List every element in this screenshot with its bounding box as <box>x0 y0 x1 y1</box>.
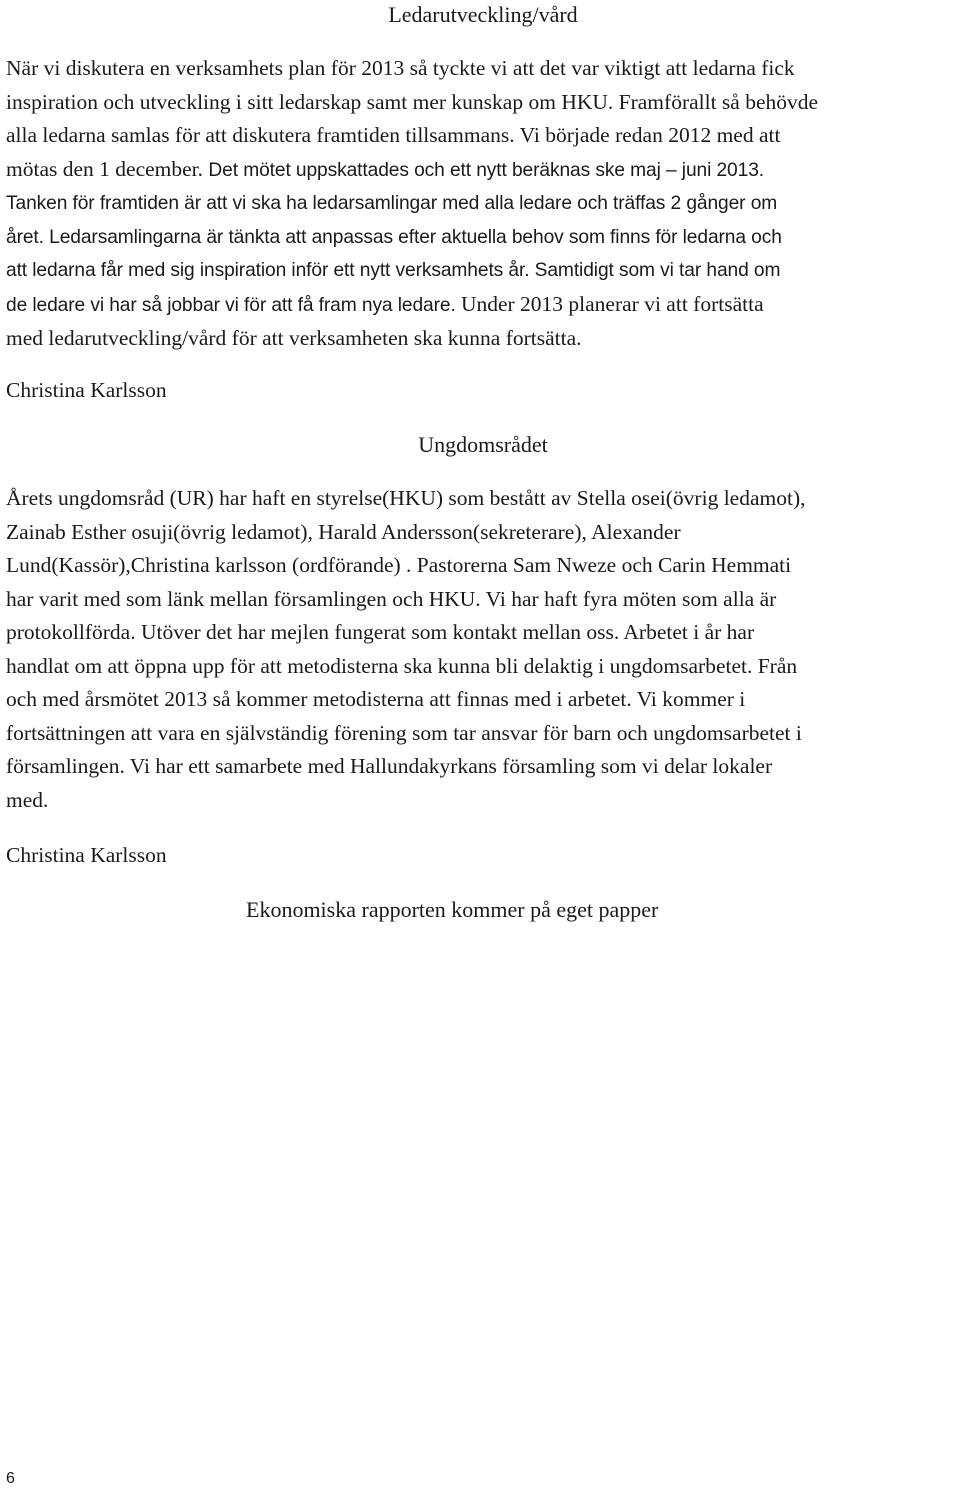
paragraph-ledarutveckling <box>6 52 956 356</box>
paragraph-line: med ledarutveckling/vård för att verksamheten ska kunna fortsätta. <box>6 326 582 350</box>
paragraph-line: Tanken för framtiden är att vi ska ha ledarsamlingar med alla ledare och träffas 2 gånger om <box>6 193 778 214</box>
paragraph-line-sans-part: de ledare vi har så jobbar vi för att få fram nya ledare. <box>6 294 461 316</box>
paragraph-ungdomsradet <box>6 482 956 817</box>
paragraph-line: Årets ungdomsråd (UR) har haft en styrelse(HKU) som bestått av Stella osei(övrig ledamot), <box>6 486 806 510</box>
paragraph-line: alla ledarna samlas för att diskutera framtiden tillsammans. Vi började redan 2012 med att <box>6 123 781 147</box>
paragraph-line: Lund(Kassör),Christina karlsson (ordförande) . Pastorerna Sam Nweze och Carin Hemmati <box>6 553 792 577</box>
paragraph-line-serif-part: mötas den 1 december. <box>6 156 209 181</box>
page-number: 6 <box>6 1470 15 1487</box>
paragraph-line: protokollförda. Utöver det har mejlen fungerat som kontakt mellan oss. Arbetet i år har <box>6 620 755 644</box>
paragraph-line-mixed <box>6 153 956 188</box>
paragraph-line-serif-part: Under 2013 planerar vi att fortsätta <box>460 291 764 316</box>
section-heading-ledarutveckling: Ledarutveckling/vård <box>388 2 578 27</box>
paragraph-line: När vi diskutera en verksamhets plan för 2013 så tyckte vi att det var viktigt att ledarna fick <box>6 56 795 80</box>
paragraph-line: med. <box>6 787 49 812</box>
signature-section2: Christina Karlsson <box>6 843 167 867</box>
paragraph-line: och med årsmötet 2013 så kommer metodisterna att finnas med i arbetet. Vi kommer i <box>6 687 746 711</box>
paragraph-line: har varit med som länk mellan församlingen och HKU. Vi har haft fyra möten som alla är <box>6 586 777 611</box>
signature-section1: Christina Karlsson <box>6 378 167 402</box>
paragraph-line: att ledarna får med sig inspiration inför ett nytt verksamhets år. Samtidigt som vi tar hand om <box>6 260 781 281</box>
paragraph-line: året. Ledarsamlingarna är tänkta att anpassas efter aktuella behov som finns för ledarna och <box>6 226 782 248</box>
paragraph-line-mixed <box>6 288 956 323</box>
paragraph-line: handlat om att öppna upp för att metodisterna ska kunna bli delaktig i ungdomsarbetet. Från <box>6 653 798 678</box>
paragraph-line: fortsättningen att vara en självständig förening som tar ansvar för barn och ungdomsarbetet i <box>6 720 802 745</box>
paragraph-line: församlingen. Vi har ett samarbete med Hallundakyrkans församling som vi delar lokaler <box>6 754 773 778</box>
section-heading-ekonomiska-rapporten: Ekonomiska rapporten kommer på eget papper <box>246 897 659 922</box>
paragraph-line: inspiration och utveckling i sitt ledarskap samt mer kunskap om HKU. Framförallt så behövde <box>6 89 819 114</box>
paragraph-line: Zainab Esther osuji(övrig ledamot), Harald Andersson(sekreterare), Alexander <box>6 519 681 544</box>
section-heading-ungdomsradet: Ungdomsrådet <box>418 432 548 457</box>
paragraph-line-sans-part: Det mötet uppskattades och ett nytt beräknas ske maj – juni 2013. <box>208 159 764 181</box>
